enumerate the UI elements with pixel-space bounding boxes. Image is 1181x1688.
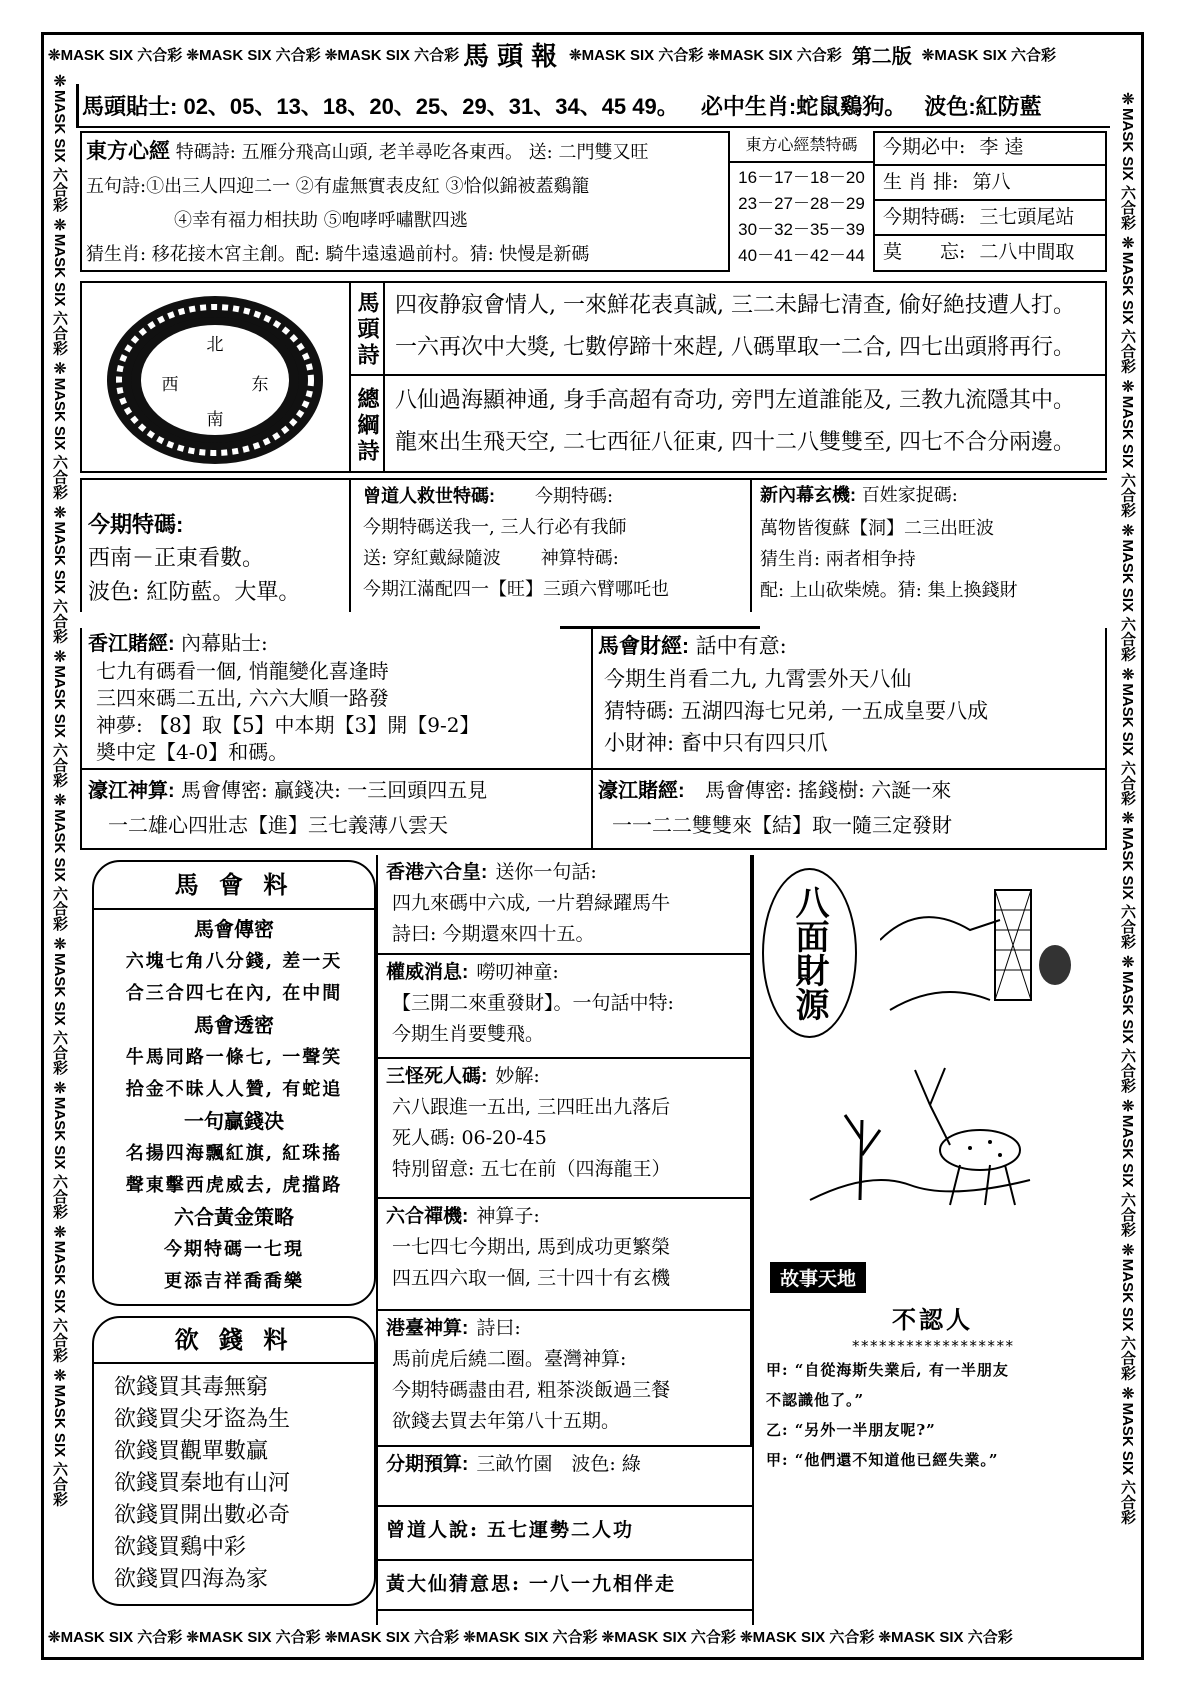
- text-line: 欲錢買尖牙盜為生: [114, 1407, 291, 1432]
- huang-value: 一八一九相伴走: [529, 1573, 677, 1595]
- forbidden-row: 40－41－42－44: [738, 246, 865, 265]
- text-line: 欲錢買觀單數贏: [114, 1439, 269, 1464]
- info-value: 李 逵: [979, 136, 1024, 158]
- text-line: 七九有碼看一個, 悄龍變化喜逢時: [96, 659, 389, 683]
- poem-line: 龍來出生飛天空, 二七西征八征東, 四十二八雙雙至, 四七不合分兩邊。: [395, 430, 1075, 455]
- east-section: 東方心經 特碼詩: 五雁分飛高山頭, 老羊尋吃各東西。 送: 二門雙又旺 五句詩:①出三人四迎二一 ②有虛無實表皮紅 ③恰似錦被蓋鷄籠 ④幸有福力相扶助 ⑤咆哮呼嘯獸四逃 猜生肖: 移花接木宮主創。配: 騎牛遠遠過前村。猜: 快慢是新碼: [86, 140, 649, 265]
- text-line: 小財神: 畜中只有四只爪: [604, 731, 828, 755]
- hao1-section: 濠江神算: 馬會傳密: 贏錢决: 一三回頭四五見 一二雄心四壯志【進】三七義薄八雲天: [88, 778, 488, 837]
- masthead-strip: [48, 40, 1138, 72]
- text-line: 猜特碼: 五湖四海七兄弟, 一五成皇要八成: [604, 699, 989, 723]
- deer-illustration: [790, 1060, 1040, 1215]
- text-line: 欲錢買秦地有山河: [114, 1471, 291, 1496]
- poem-row: [351, 376, 1107, 471]
- mid-line: 欲錢去買去年第八十五期。: [392, 1410, 621, 1432]
- zeng_say-label: 曾道人說:: [386, 1519, 480, 1541]
- tips-row: 馬頭貼士: 02、05、13、18、20、25、29、31、34、45 49。 必中生肖:蛇鼠鷄狗。 波色:紅防藍: [82, 94, 1042, 119]
- mid-title: 三怪死人碼:: [386, 1066, 488, 1087]
- masthead-strip-right: ❊MASK SIX 六合彩: [921, 46, 1057, 64]
- mid-line: 馬前虎后繞二圈。臺灣神算:: [392, 1348, 627, 1370]
- mid-section: [378, 1059, 752, 1199]
- mid-title: 港臺神算:: [386, 1318, 469, 1339]
- tips-numbers: 02、05、13、18、20、25、29、31、34、45 49。: [183, 94, 679, 119]
- mhl-line: 合三合四七在內, 在中間: [125, 983, 343, 1004]
- xin-section: 新內幕玄機: 百姓家捉碼: 萬物皆復蘇【洞】二三出旺波 猜生肖: 兩者相争持 配: 上山砍柴燒。猜: 集上換錢財: [760, 485, 1018, 601]
- poem-line: 一六再次中大獎, 七數停蹄十來趕, 八碼單取一二合, 四七出頭將再行。: [395, 335, 1075, 360]
- wheel-west: 西: [161, 375, 179, 395]
- wheel-east: 东: [251, 375, 269, 395]
- left-strip: ❊MASK SIX 六合彩 ❊MASK SIX 六合彩 ❊MASK SIX 六合彩 ❊MASK SIX 六合彩 ❊MASK SIX 六合彩 ❊MASK SIX 六合彩 ❊MASK SIX 六合彩 ❊MASK SIX 六合彩 ❊MASK SIX 六合彩 ❊MASK SIX 六合彩: [51, 72, 68, 1507]
- story-section: 不認人 ****************** 甲: “自從海斯失業后, 有一半朋友 不認識他了。” 乙: “另外一半朋友呢?” 甲: “他們還不知道他已經失業。”: [760, 1300, 1105, 1475]
- mhl-line: 六塊七角八分錢, 差一天: [125, 951, 343, 972]
- forbidden-row: 23－27－28－29: [738, 194, 865, 213]
- mid-line: 四九來碼中六成, 一片碧緑躍馬牛: [392, 892, 671, 914]
- tower-illustration: [880, 880, 1080, 1020]
- poem-line: 八仙過海顯神通, 身手高超有奇功, 旁門左道誰能及, 三教九流隱其中。: [395, 388, 1075, 413]
- mhl-heading: 馬會透密: [194, 1015, 274, 1037]
- yuqianliao-box: 欲 錢 料 欲錢買其毒無窮 欲錢買尖牙盜為生 欲錢買觀單數贏 欲錢買秦地有山河 欲錢買開出數必奇 欲錢買鷄中彩 欲錢買四海為家: [92, 1316, 376, 1606]
- mid-section: [378, 1447, 752, 1507]
- compass-wheel: [102, 292, 328, 467]
- mid-line: 詩曰: 今期還來四十五。: [392, 923, 595, 945]
- mid-sub: 神算子:: [476, 1205, 540, 1227]
- hao2-section: 濠江賭經: 馬會傳密: 搖錢樹: 六誕一來 一一二二雙雙來【結】取一隨三定發財: [598, 778, 952, 837]
- zeng_say-value: 五七運勢二人功: [487, 1519, 635, 1541]
- text-line: 奬中定【4-0】和碼。: [96, 740, 289, 764]
- mid-sub: 嘮叨神童:: [476, 961, 559, 983]
- info-row: [875, 166, 1107, 201]
- mid-sub: 妙解:: [495, 1065, 540, 1087]
- mid-section: [378, 855, 752, 955]
- info-value: 三七頭尾站: [979, 206, 1075, 228]
- masthead-strip-middle: ❊MASK SIX 六合彩 ❊MASK SIX 六合彩: [569, 46, 842, 64]
- info-label: 今期必中:: [883, 136, 966, 158]
- masthead-title: 馬頭報: [463, 41, 566, 72]
- poem-label: 總綱詩: [351, 376, 385, 471]
- wheel-south: 南: [206, 410, 224, 430]
- mid-sub: 詩曰:: [476, 1317, 521, 1339]
- masthead-strip-left: ❊MASK SIX 六合彩 ❊MASK SIX 六合彩 ❊MASK SIX 六合彩: [48, 46, 460, 64]
- mhl-heading: 六合黃金策略: [174, 1207, 294, 1229]
- mid-line: 四五四六取一個, 三十四十有玄機: [392, 1267, 671, 1289]
- mhl-line: 牛馬同路一條七, 一聲笑: [125, 1047, 343, 1068]
- mid-title: 權威消息:: [386, 962, 469, 983]
- forbidden-row: 16－17－18－20: [738, 168, 865, 187]
- mid-line: 一七四七今期出, 馬到成功更繁榮: [392, 1236, 671, 1258]
- poems-box: [349, 281, 1107, 473]
- text-line: 欲錢買鷄中彩: [114, 1535, 247, 1560]
- text-line: 不認識他了。”: [766, 1391, 865, 1409]
- text-line: 甲: “自從海斯失業后, 有一半朋友: [766, 1361, 1009, 1379]
- info-row: [875, 236, 1107, 271]
- info-value: 二八中間取: [979, 241, 1075, 263]
- forbidden-row: 30－32－35－39: [738, 220, 865, 239]
- mid-line: 死人碼: 06-20-45: [392, 1127, 547, 1149]
- mhl-heading: 一句贏錢决: [184, 1111, 284, 1133]
- mhl-line: 拾金不昧人人贊, 有蛇追: [125, 1079, 343, 1100]
- text-line: 甲: “他們還不知道他已經失業。”: [766, 1451, 999, 1469]
- mid-title: 六合禪機:: [386, 1206, 469, 1227]
- mid-line: 今期生肖要雙飛。: [392, 1023, 545, 1045]
- text-line: 三四來碼二五出, 六六大順一路發: [96, 686, 389, 710]
- bottom-strip: ❊MASK SIX 六合彩 ❊MASK SIX 六合彩 ❊MASK SIX 六合彩 ❊MASK SIX 六合彩 ❊MASK SIX 六合彩 ❊MASK SIX 六合彩 ❊MASK SIX 六合彩: [48, 1628, 1013, 1646]
- mid-line: 今期特碼盡由君, 粗茶淡飯過三餐: [392, 1379, 671, 1401]
- mhl-heading: 馬會傳密: [194, 919, 274, 941]
- mhl-line: 今期特碼一七現: [164, 1239, 304, 1260]
- mid-sub: 三畝竹園 波色: 綠: [476, 1453, 641, 1475]
- text-line: 欲錢買其毒無窮: [114, 1375, 269, 1400]
- mahui-section: 馬會財經: 話中有意: 今期生肖看二九, 九霄雲外天八仙 猜特碼: 五湖四海七兄弟, 一五成皇要八成 小財神: 畜中只有四只爪: [598, 630, 988, 759]
- mid-title: 分期預算:: [386, 1454, 469, 1475]
- text-line: 欲錢買開出數必奇: [114, 1503, 291, 1528]
- info-label: 今期特碼:: [883, 206, 966, 228]
- mid-line: 六八跟進一五出, 三四旺出九落后: [392, 1096, 671, 1118]
- mid-section: [378, 955, 752, 1059]
- wheel-north: 北: [206, 335, 224, 355]
- mahuiliao-box: 馬 會 料 馬會傳密 六塊七角八分錢, 差一天 合三合四七在內, 在中間 馬會透密 牛馬同路一條七, 一聲笑 拾金不昧人人贊, 有蛇追 一句贏錢决 名揚四海飄紅旗, 紅珠搖 聲東擊西虎威去, 虎擋路 六合黃金策略 今期特碼一七現 更添吉祥喬喬樂: [92, 860, 376, 1306]
- middle-column: [376, 855, 752, 1625]
- mid-line: 特別留意: 五七在前（四海龍王）: [392, 1158, 671, 1180]
- poem-row: [351, 281, 1107, 376]
- text-line: 乙: “另外一半朋友呢?”: [766, 1421, 936, 1439]
- text-line: 神夢: 【8】取【5】中本期【3】開【9-2】: [96, 713, 480, 737]
- right-strip: ❊MASK SIX 六合彩 ❊MASK SIX 六合彩 ❊MASK SIX 六合彩 ❊MASK SIX 六合彩 ❊MASK SIX 六合彩 ❊MASK SIX 六合彩 ❊MASK SIX 六合彩 ❊MASK SIX 六合彩 ❊MASK SIX 六合彩 ❊MASK SIX 六合彩: [1119, 90, 1136, 1525]
- huang-row: [378, 1561, 752, 1611]
- mid-title: 香港六合皇:: [386, 862, 488, 883]
- huang-label: 黃大仙猜意思:: [386, 1573, 522, 1595]
- mhl-line: 更添吉祥喬喬樂: [164, 1271, 304, 1292]
- forbidden-table: 東方心經禁特碼 16－17－18－20 23－27－28－29 30－32－35－39 40－41－42－44: [728, 131, 875, 272]
- poem-label: 馬頭詩: [351, 281, 385, 374]
- info-row: [875, 201, 1107, 236]
- edition-label: 第二版: [851, 43, 912, 68]
- text-line: 今期生肖看二九, 九霄雲外天八仙: [604, 667, 912, 691]
- info-box: [875, 131, 1107, 272]
- poem-line: 四夜静寂會情人, 一來鮮花表真誠, 三二未歸七清查, 偷好絶技遭人打。: [395, 293, 1075, 318]
- mhl-line: 聲東擊西虎威去, 虎擋路: [125, 1175, 343, 1196]
- xiang-section: 香江賭經: 內幕貼士: 七九有碼看一個, 悄龍變化喜逢時 三四來碼二五出, 六六大順一路發 神夢: 【8】取【5】中本期【3】開【9-2】 奬中定【4-0】和碼。: [88, 631, 480, 764]
- special-code: 今期特碼: 西南－正東看數。 波色: 紅防藍。大單。: [88, 512, 301, 605]
- mid-line: 【三開二來重發財】。一句話中特:: [392, 992, 674, 1014]
- mid-section: [378, 1311, 752, 1447]
- info-row: [875, 131, 1107, 166]
- info-label: 莫 忘:: [883, 241, 966, 263]
- info-value: 第八: [972, 171, 1011, 193]
- bamian-logo: 八面財源: [762, 868, 857, 1038]
- zeng_say-row: [378, 1507, 752, 1561]
- zeng-section: 曾道人救世特碼: 今期特碼: 今期特碼送我一, 三人行必有我師 送: 穿紅戴緑隨波 神算特碼: 今期江滿配四一【旺】三頭六臂哪吒也: [349, 478, 752, 612]
- text-line: 欲錢買四海為家: [114, 1567, 269, 1592]
- mhl-line: 名揚四海飄紅旗, 紅珠搖: [125, 1143, 343, 1164]
- mid-sub: 送你一句話:: [495, 861, 597, 883]
- info-label: 生 肖 排:: [883, 171, 959, 193]
- story-tag: 故事天地: [770, 1262, 866, 1293]
- mid-section: [378, 1199, 752, 1311]
